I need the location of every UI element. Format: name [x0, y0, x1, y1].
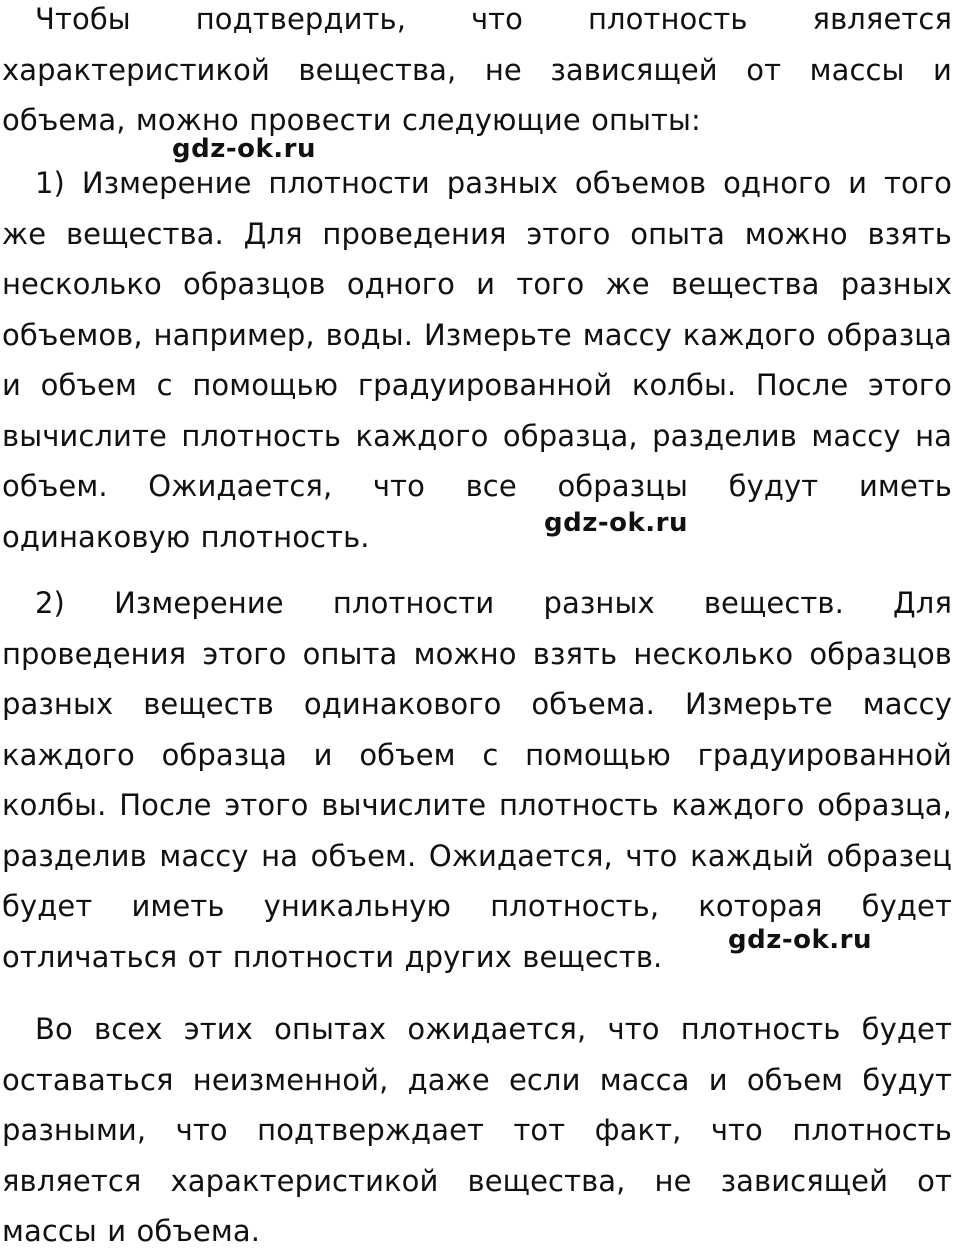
watermark: gdz-ok.ru — [728, 925, 873, 955]
watermark: gdz-ok.ru — [172, 134, 317, 164]
conclusion-paragraph: Во всех этих опытах ожидается, что плотность будет оставаться неизменной, даже если масса и объем будут разными, что подтверждает тот факт, что плотность является характеристикой вещества, не зависящей от массы и объема. — [2, 1012, 952, 1248]
experiment-1-paragraph: 1) Измерение плотности разных объемов одного и того же вещества. Для проведения этого опыта можно взять несколько образцов одного и того же вещества разных объемов, например, воды. Измерьте массу каждого образца и объем с помощью градуированной колбы. После этого вычислите плотность каждого образца, разделив массу на объем. Ожидается, что все образцы будут иметь одинаковую плотность. — [2, 166, 952, 554]
watermark: gdz-ok.ru — [544, 508, 689, 538]
intro-paragraph: Чтобы подтвердить, что плотность является характеристикой вещества, не зависящей от массы и объема, можно провести следующие опыты: — [2, 2, 952, 137]
experiment-2-paragraph: 2) Измерение плотности разных веществ. Для проведения этого опыта можно взять несколько образцов разных веществ одинакового объема. Измерьте массу каждого образца и объем с помощью градуированной колбы. После этого вычислите плотность каждого образца, разделив массу на объем. Ожидается, что каждый образец будет иметь уникальную плотность, которая будет отличаться от плотности других веществ. — [2, 586, 952, 974]
